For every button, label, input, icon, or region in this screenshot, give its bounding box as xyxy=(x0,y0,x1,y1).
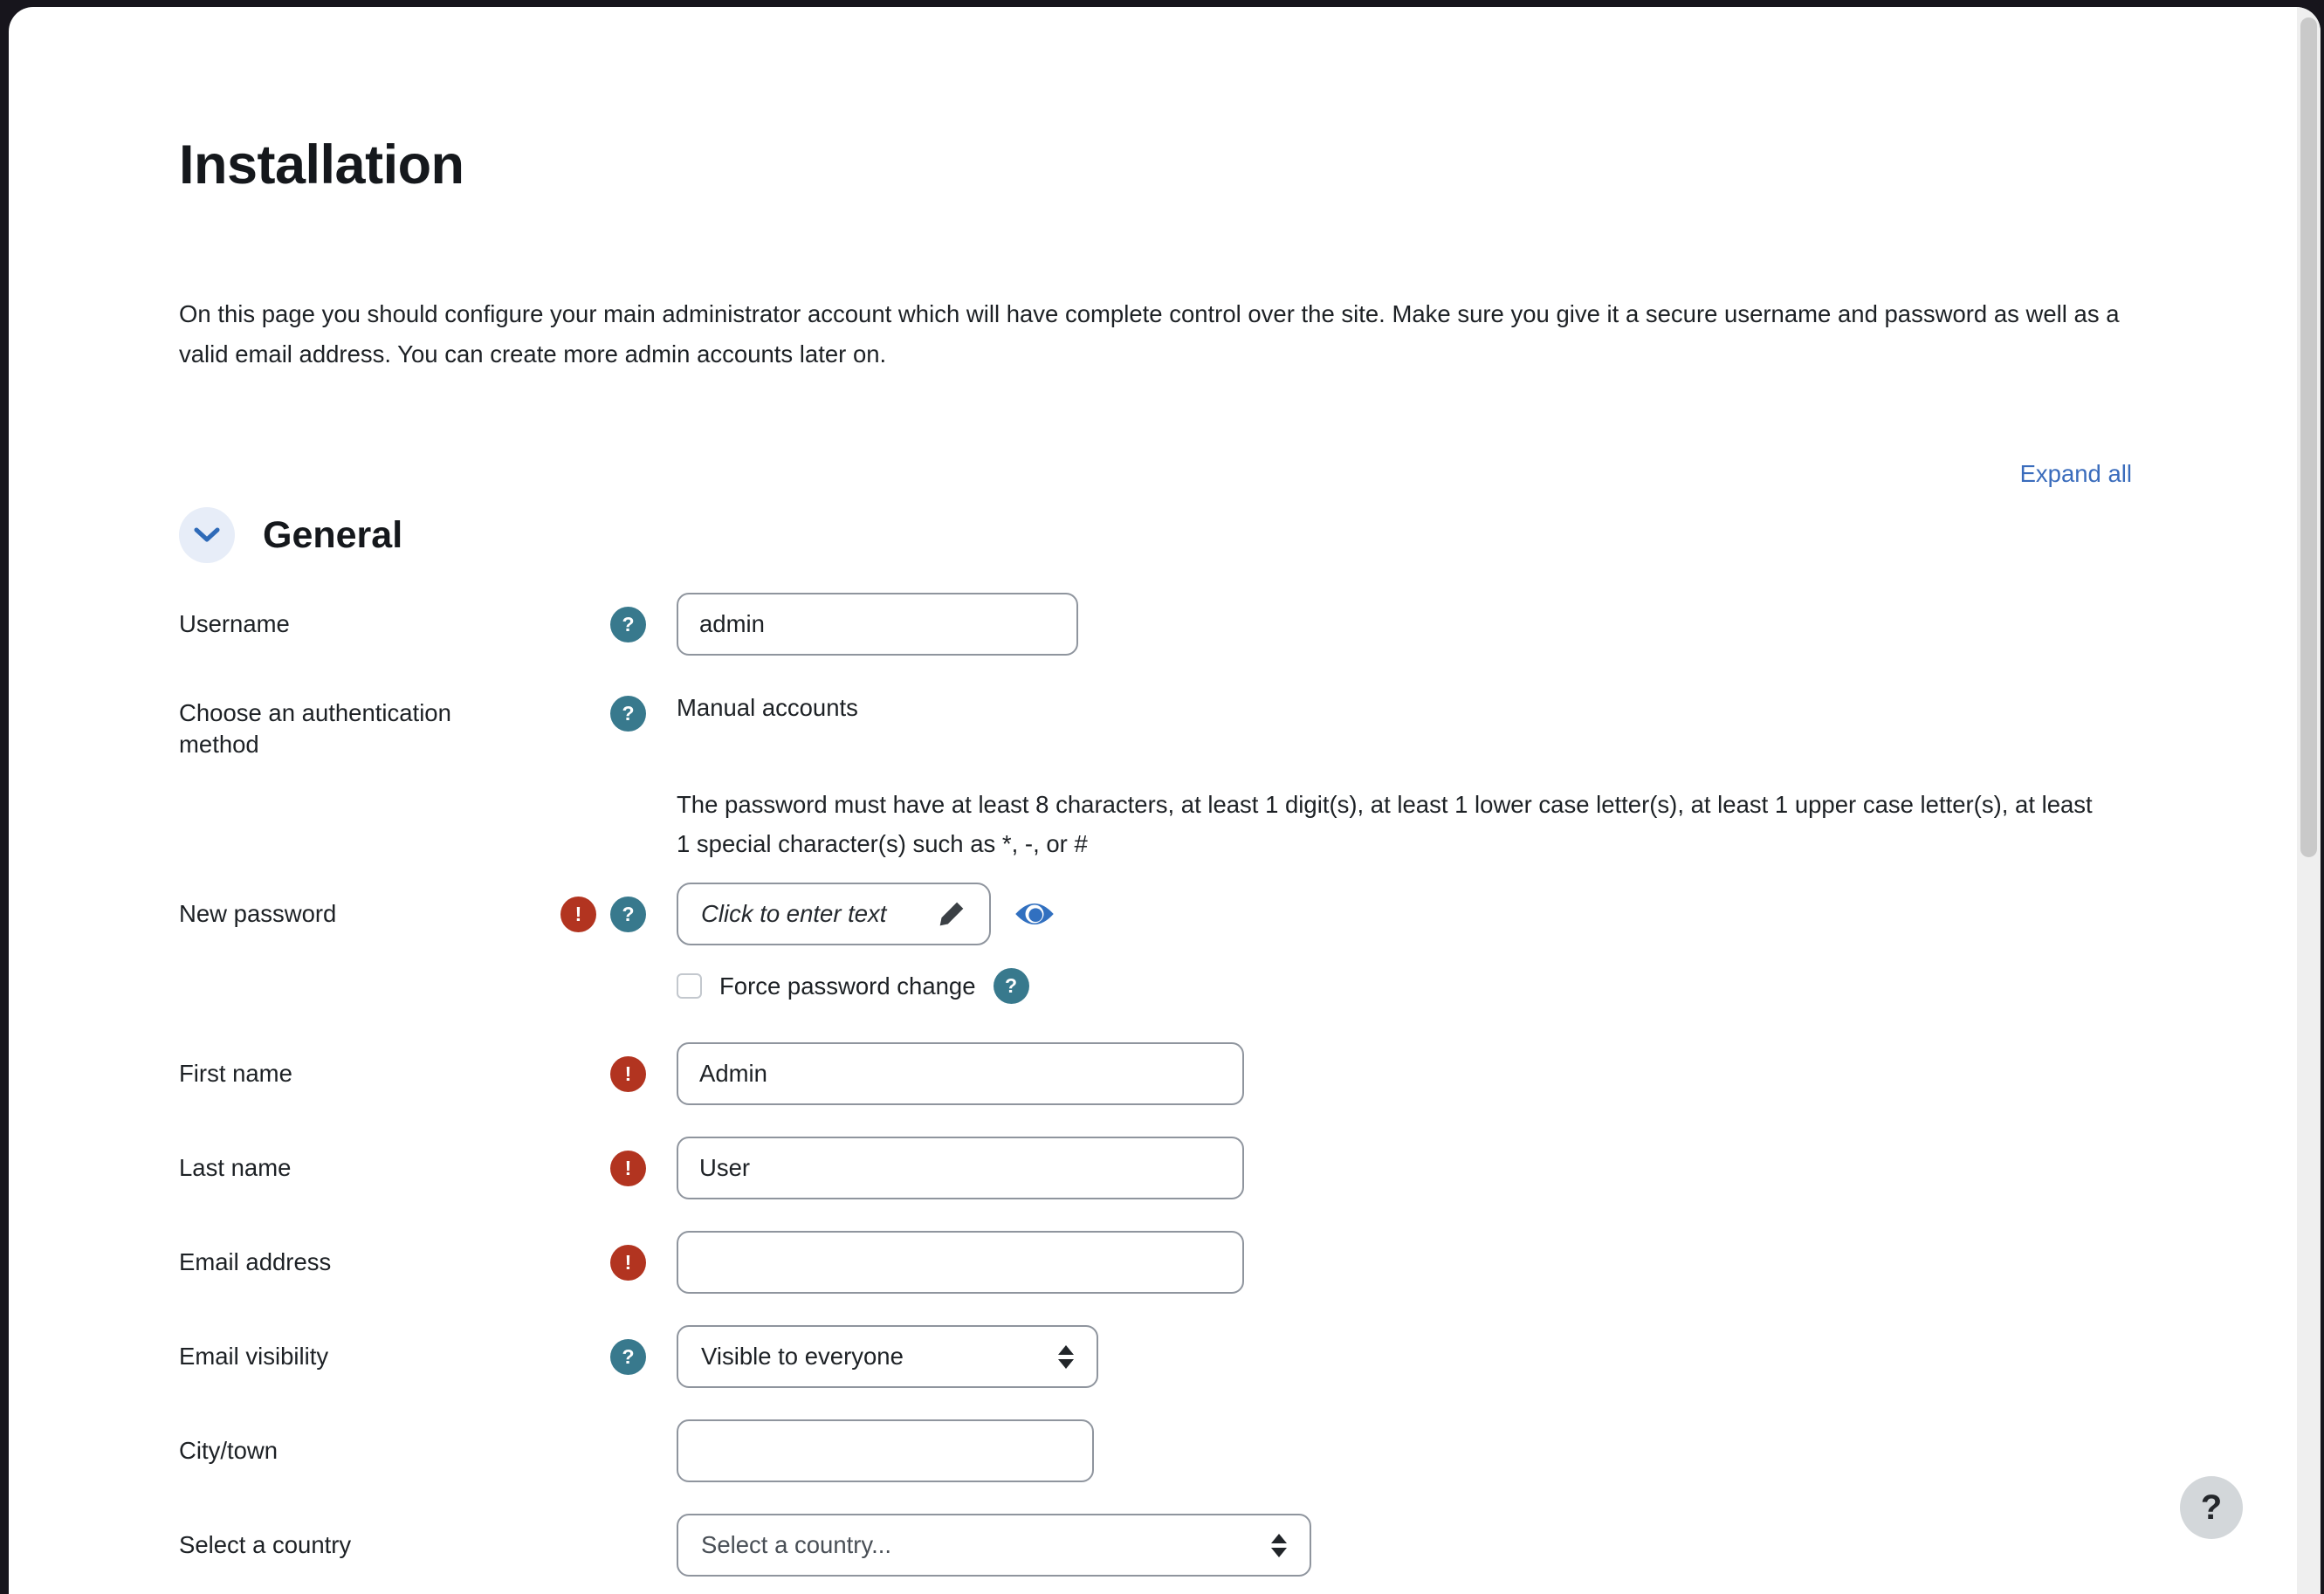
scrollbar-thumb[interactable] xyxy=(2300,17,2317,857)
help-icon[interactable]: ? xyxy=(610,607,646,642)
email-visibility-row xyxy=(179,1325,2132,1388)
select-arrows-icon xyxy=(1058,1345,1074,1369)
new-password-row xyxy=(179,883,2132,945)
select-arrows-icon xyxy=(1271,1534,1287,1557)
auth-method-value: Manual accounts xyxy=(677,694,858,721)
city-label: City/town xyxy=(179,1437,278,1464)
city-input[interactable] xyxy=(677,1419,1094,1482)
help-icon[interactable]: ? xyxy=(610,696,646,732)
required-icon: ! xyxy=(610,1151,646,1186)
force-password-change-label: Force password change xyxy=(719,972,976,1000)
username-row xyxy=(179,593,2132,656)
help-icon[interactable]: ? xyxy=(610,1339,646,1375)
force-password-change-checkbox[interactable] xyxy=(677,973,702,999)
country-select[interactable] xyxy=(677,1514,1311,1577)
username-label: Username xyxy=(179,610,290,637)
last-name-row xyxy=(179,1137,2132,1199)
first-name-row xyxy=(179,1042,2132,1105)
section-title: General xyxy=(263,513,403,556)
email-visibility-select[interactable] xyxy=(677,1325,1098,1388)
reveal-password-eye-icon[interactable] xyxy=(1014,899,1055,929)
new-password-unmask-button[interactable] xyxy=(677,883,991,945)
help-icon[interactable]: ? xyxy=(994,968,1029,1004)
first-name-label: First name xyxy=(179,1060,292,1087)
email-input[interactable] xyxy=(677,1231,1244,1294)
help-icon[interactable]: ? xyxy=(610,897,646,932)
installation-page xyxy=(9,7,2321,1594)
vertical-scrollbar[interactable] xyxy=(2297,7,2321,1594)
force-password-change-row xyxy=(677,963,2132,1004)
required-icon: ! xyxy=(610,1056,646,1092)
required-icon: ! xyxy=(610,1245,646,1281)
page-title: Installation xyxy=(179,134,464,196)
chevron-down-icon xyxy=(194,527,220,543)
page-content xyxy=(9,7,2321,1577)
floating-help-button[interactable]: ? xyxy=(2180,1476,2243,1539)
password-requirements-text: The password must have at least 8 characters, at least 1 digit(s), at least 1 lower case letter(s), at least 1 upper case letter(s), at least 1 special character(s) such as *, -, or # xyxy=(677,791,2093,857)
auth-method-label: Choose an authentication method xyxy=(179,699,451,758)
auth-method-row xyxy=(179,687,2132,760)
country-selected-value: Select a country... xyxy=(701,1531,892,1558)
new-password-label: New password xyxy=(179,900,337,927)
first-name-input[interactable] xyxy=(677,1042,1244,1105)
pencil-icon xyxy=(937,899,966,929)
general-section-header xyxy=(179,507,2132,563)
required-icon: ! xyxy=(560,897,596,932)
last-name-input[interactable] xyxy=(677,1137,1244,1199)
last-name-label: Last name xyxy=(179,1154,292,1181)
expand-all-link[interactable]: Expand all xyxy=(2019,460,2132,487)
email-row xyxy=(179,1231,2132,1294)
intro-paragraph: On this page you should configure your main administrator account which will have complete control over the site. Make sure you give it a secure username and password as well as a valid email address. You can create more admin accounts later on. xyxy=(179,300,2120,368)
new-password-placeholder: Click to enter text xyxy=(701,900,887,927)
email-visibility-selected-value: Visible to everyone xyxy=(701,1343,904,1370)
password-hint-row xyxy=(179,785,2132,863)
email-label: Email address xyxy=(179,1248,332,1275)
expand-all-row xyxy=(179,460,2132,488)
country-label: Select a country xyxy=(179,1531,352,1558)
username-input[interactable] xyxy=(677,593,1078,656)
country-row xyxy=(179,1514,2132,1577)
collapse-toggle-button[interactable] xyxy=(179,507,235,563)
email-visibility-label: Email visibility xyxy=(179,1343,329,1370)
city-row xyxy=(179,1419,2132,1482)
